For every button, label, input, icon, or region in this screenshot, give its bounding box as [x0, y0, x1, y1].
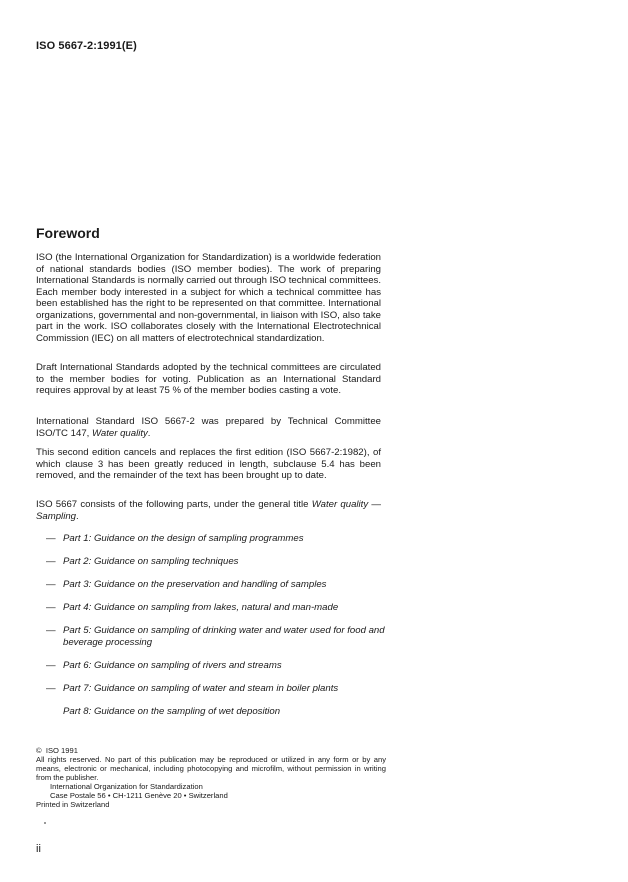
list-item: [46, 706, 391, 718]
foreword-paragraph-parts-intro: [36, 499, 381, 522]
foreword-paragraph-iso: ISO (the International Organization for Standardization) is a worldwide federation of national standards bodies (ISO member bodies). The work of preparing International Standards is normally carried out through ISO technical committees. Each member body interested in a subject for which a technical committee has been established has the right to be represented on that committee. International organizations, governmental and non-governmental, in liaison with ISO, also take part in the work. ISO collaborates closely with the International Electrotechnical Commission (IEC) on all matters of electrotechnical standardization.: [36, 252, 382, 344]
foreword-paragraph-voting: Draft International Standards adopted by the technical committees are circulated to the member bodies for voting. Publication as an International Standard requires approval by at least 75 % of the member bodies casting a vote.: [36, 362, 381, 396]
parts-intro-end: .: [76, 510, 79, 522]
printed-in: Printed in Switzerland: [36, 800, 110, 809]
dash-bullet: —: [46, 533, 56, 544]
list-item: [46, 625, 391, 648]
part-title: Guidance on the preservation and handling of samples: [93, 579, 327, 590]
foreword-paragraph-edition: This second edition cancels and replaces the first edition (ISO 5667-2:1982), of which clause 3 has been greatly reduced in length, subclause 5.4 has been removed, and the remainder of the text has been brought up to date.: [36, 447, 381, 481]
part-title: Guidance on sampling of water and steam in boiler plants: [93, 682, 339, 694]
part-label: Part 8:: [63, 705, 92, 717]
prepared-end: .: [147, 427, 151, 439]
organization-address: Case Postale 56 • CH-1211 Genève 20 • Switzerland: [50, 791, 228, 800]
dash-bullet: —: [46, 625, 56, 636]
list-item: [46, 660, 391, 672]
part-label: Part 4:: [63, 602, 92, 613]
part-label: Part 6:: [63, 659, 92, 671]
part-label: Part 3:: [63, 579, 92, 590]
rights-statement: All rights reserved. No part of this publication may be reproduced or utilized in any form or by any means, electronic or mechanical, including photocopying and microfilm, without permission in writing from the publisher.: [36, 755, 386, 782]
print-mark: [44, 822, 46, 824]
prepared-committee-title: Water quality: [91, 427, 148, 439]
dash-bullet: —: [46, 659, 56, 671]
list-item: [46, 533, 391, 545]
copyright-line: [36, 746, 386, 755]
dash-bullet: —: [46, 602, 56, 613]
parts-intro-text: ISO 5667 consists of the following parts, under the general title: [36, 499, 312, 510]
part-label: Part 1:: [63, 533, 92, 544]
copyright-block: [36, 746, 386, 809]
dash-bullet: —: [46, 556, 56, 567]
copyright-notice: ISO 1991: [45, 746, 78, 755]
list-item: [46, 579, 391, 591]
dash-bullet: —: [46, 579, 56, 590]
part-title: Guidance on sampling of drinking water and water used for food and beverage processing: [63, 625, 385, 648]
part-label: Part 5:: [63, 625, 92, 636]
organization-name: International Organization for Standardization: [50, 782, 203, 791]
foreword-heading: Foreword: [36, 225, 100, 241]
parts-general-title: Water quality — Sampling: [36, 499, 381, 522]
part-label: Part 2:: [63, 556, 92, 567]
dash-bullet: —: [46, 682, 56, 694]
prepared-text: International Standard ISO 5667-2 was prepared by Technical Committee ISO/TC 147,: [36, 416, 381, 439]
page-number: ii: [36, 843, 41, 855]
standard-identifier: ISO 5667-2:1991(E): [36, 40, 137, 52]
part-label: Part 7:: [63, 682, 92, 694]
part-title: Guidance on the design of sampling programmes: [93, 533, 304, 544]
list-item: [46, 556, 391, 568]
part-title: Guidance on sampling from lakes, natural and man-made: [93, 602, 339, 613]
list-item: [46, 602, 391, 614]
parts-list: [46, 533, 391, 729]
part-title: Guidance on the sampling of wet deposition: [93, 705, 281, 717]
copyright-symbol: ©: [36, 746, 42, 755]
foreword-paragraph-prepared: [36, 416, 381, 439]
list-item: [46, 683, 391, 695]
part-title: Guidance on sampling of rivers and streams: [93, 659, 282, 671]
part-title: Guidance on sampling techniques: [93, 556, 239, 567]
